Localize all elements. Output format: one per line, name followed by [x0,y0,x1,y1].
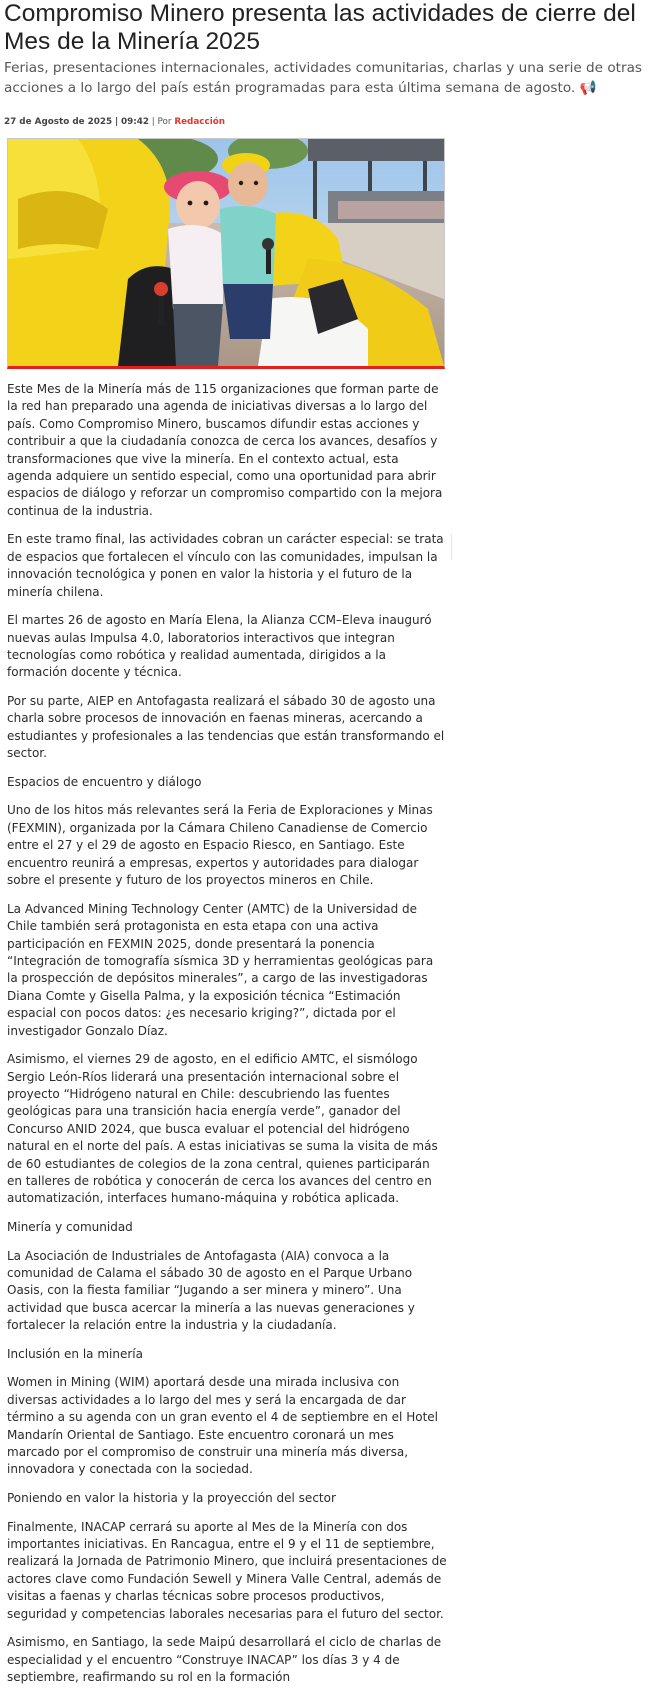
paragraph: Finalmente, INACAP cerrará su aporte al Mes de la Minería con dos importantes iniciativas. En Rancagua, entre el 9 y el 11 de septiembre, realizará la Jornada de Patrimonio Minero, que incluirá presentaciones de actores clave como Fundación Sewell y Minera Valle Central, además de visitas a faenas y charlas técnicas sobre procesos productivos, seguridad y competencias laborales necesarias para el futuro del sector. [7,1519,447,1621]
article-body [7,381,447,1698]
hero-image [7,138,445,369]
meta-separator: | [114,117,119,127]
section-heading: Espacios de encuentro y diálogo [7,774,202,789]
divider [451,534,452,560]
paragraph: La Asociación de Industriales de Antofagasta (AIA) convoca a la comunidad de Calama el sábado 30 de agosto en el Parque Urbano Oasis, con la fiesta familiar “Jugando a ser minera y minero”. Una actividad que busca acercar la minería a las nuevas generaciones y fortalecer la relación entre la industria y la ciudadanía. [7,1248,415,1333]
article-headline: Compromiso Minero presenta las actividades de cierre del Mes de la Minería 2025 [4,0,636,55]
paragraph: Por su parte, AIEP en Antofagasta realizará el sábado 30 de agosto una charla sobre procesos de innovación en faenas mineras, acercando a estudiantes y profesionales a las tendencias que están transformando el sector. [7,694,445,761]
paragraph: En este tramo final, las actividades cobran un carácter especial: se trata de espacios que fortalecen el vínculo con las comunidades, impulsan la innovación tecnológica y ponen en valor la historia y el futuro de la minería chilena. [7,532,444,599]
article-subtitle: Ferias, presentaciones internacionales, actividades comunitarias, charlas y una serie de otras acciones a lo largo del país están programadas para esta última semana de agosto. 📢 [4,60,643,96]
paragraph: Este Mes de la Minería más de 115 organizaciones que forman parte de la red han preparado una agenda de iniciativas diversas a lo largo del país. Como Compromiso Minero, buscamos difundir estas acciones y contribuir a que la ciudadanía conozca de cerca los avances, desafíos y transformaciones que vive la minería. En el contexto actual, esta agenda adquiere un sentido especial, como una oportunidad para abrir espacios de diálogo y reforzar un compromiso compartido con la mejora continua de la industria. [7,382,443,518]
publish-time: 09:42 [120,117,149,127]
article-meta [4,116,225,128]
by-label: | Por [151,117,172,127]
paragraph: Women in Mining (WIM) aportará desde una mirada inclusiva con diversas actividades a lo largo del mes y será la encargada de dar término a su agenda con un gran evento el 4 de septiembre en el Hotel Mandarín Oriental de Santiago. Este encuentro coronará un mes marcado por el compromiso de construir una minería más diversa, innovadora y conectada con la sociedad. [7,1375,438,1477]
section-heading: Poniendo en valor la historia y la proyección del sector [7,1491,336,1505]
publish-date: 27 de Agosto de 2025 [4,117,113,127]
paragraph: La Advanced Mining Technology Center (AMTC) de la Universidad de Chile también será protagonista en esta etapa con una activa participación en FEXMIN 2025, donde presentará la ponencia “Integración de tomografía sísmica 3D y herramientas geológicas para la prospección de depósitos minerales”, a cargo de las investigadoras Diana Comte y Gisella Palma, y la exposición técnica “Estimación espacial con pocos datos: ¿es necesario kriging?”, dictada por el investigador Gonzalo Díaz. [7,901,434,1038]
paragraph: El martes 26 de agosto en María Elena, la Alianza CCM–Eleva inauguró nuevas aulas Impulsa 4.0, laboratorios interactivos que integran tecnologías como robótica y realidad aumentada, dirigidos a la formación docente y técnica. [7,613,432,680]
paragraph: Asimismo, en Santiago, la sede Maipú desarrollará el ciclo de charlas de especialidad y el encuentro “Construye INACAP” los días 3 y 4 de septiembre, reafirmando su rol en la formación [7,1635,442,1685]
paragraph: Uno de los hitos más relevantes será la Feria de Exploraciones y Minas (FEXMIN), organizada por la Cámara Chileno Canadiense de Comercio entre el 27 y el 29 de agosto en Espacio Riesco, en Santiago. Este encuentro reunirá a empresas, expertos y autoridades para dialogar sobre el presente y futuro de los proyectos mineros en Chile. [7,803,433,888]
paragraph: Asimismo, el viernes 29 de agosto, en el edificio AMTC, el sismólogo Sergio León-Ríos liderará una presentación internacional sobre el proyecto “Hidrógeno natural en Chile: descubriendo las fuentes geológicas para una transición hacia energía verde”, ganador del Concurso ANID 2024, que busca evaluar el potencial del hidrógeno natural en el norte del país. A estas iniciativas se suma la visita de más de 60 estudiantes de colegios de la zona central, quienes participarán en talleres de robótica y conocerán de cerca los avances del centro en automatización, interfaces humano-máquina y robótica aplicada. [7,1052,438,1206]
section-heading: Minería y comunidad [7,1219,133,1234]
section-heading: Inclusión en la minería [7,1346,143,1361]
author-link[interactable]: Redacción [174,117,226,127]
children-mining-truck-photo [8,139,444,366]
